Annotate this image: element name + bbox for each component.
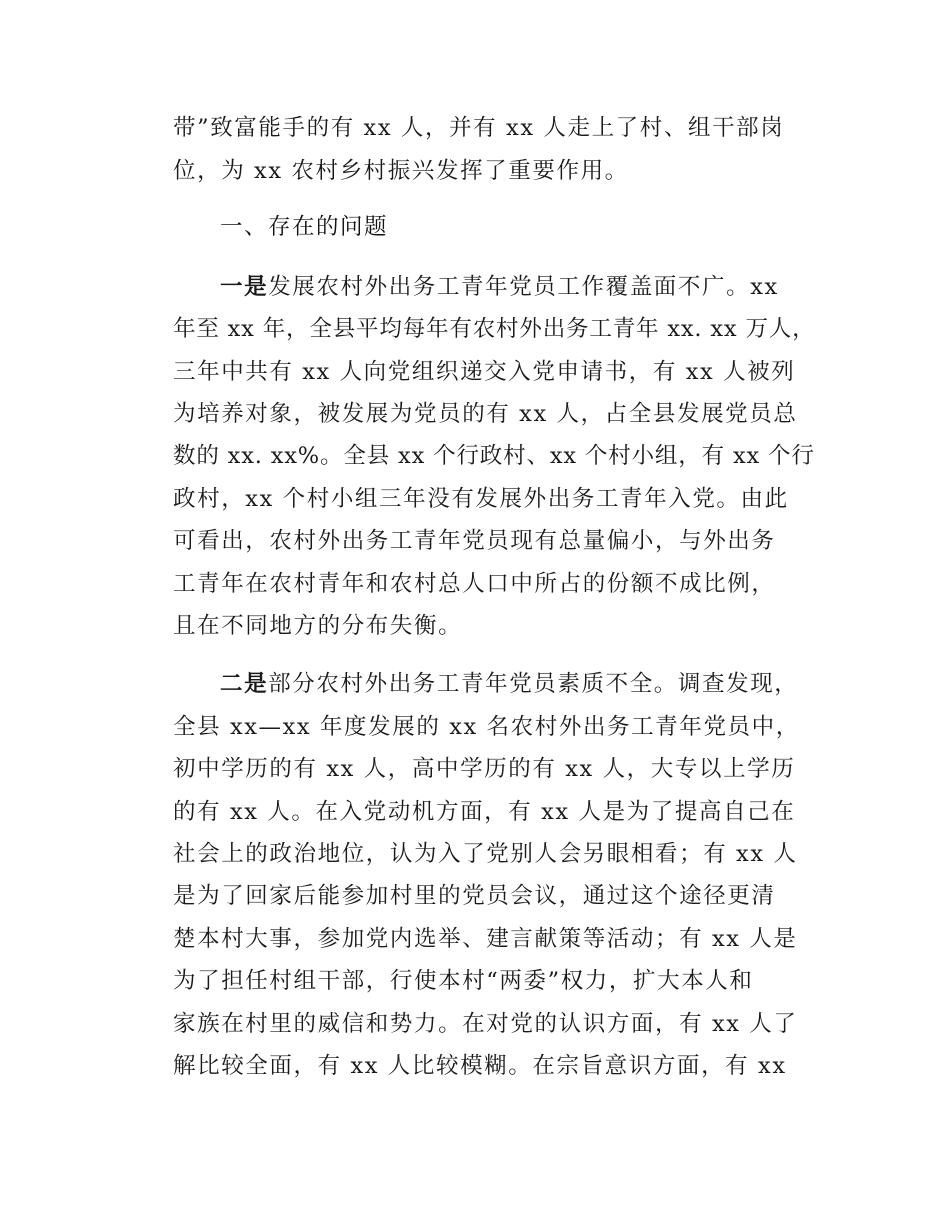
para1-line-5: 数的 xx. xx%。全县 xx 个行政村、xx 个村小组，有 xx 个行: [173, 443, 815, 469]
para2-lead: 二是: [220, 671, 269, 697]
para1-lead: 一是: [220, 274, 269, 300]
section-heading: 一、存在的问题: [220, 214, 389, 240]
para2-line-2: 全县 xx—xx 年度发展的 xx 名农村外出务工青年党员中，: [173, 714, 800, 740]
para2-line-1: [220, 669, 798, 699]
para2-line-4: 的有 xx 人。在入党动机方面，有 xx 人是为了提高自己在: [173, 799, 796, 825]
para2-line-10: 解比较全面，有 xx 人比较模糊。在宗旨意识方面，有 xx: [173, 1053, 787, 1079]
para2-line-9: 家族在村里的威信和势力。在对党的认识方面，有 xx 人了: [173, 1011, 798, 1037]
para1-line-3: 三年中共有 xx 人向党组织递交入党申请书，有 xx 人被列: [173, 359, 796, 385]
para1-line-9: 且在不同地方的分布失衡。: [173, 613, 463, 639]
para1-line-8: 工青年在农村青年和农村总人口中所占的份额不成比例，: [173, 571, 776, 597]
para2-line-6: 是为了回家后能参加村里的党员会议，通过这个途径更清: [173, 883, 776, 909]
para2-line-8: 为了担任村组干部，行使本村“两委”权力，扩大本人和: [173, 968, 754, 994]
para2-line-3: 初中学历的有 xx 人，高中学历的有 xx 人，大专以上学历: [173, 756, 796, 782]
para1-line-1-text: 发展农村外出务工青年党员工作覆盖面不广。xx: [268, 274, 779, 300]
para2-line-5: 社会上的政治地位，认为入了党别人会另眼相看；有 xx 人: [173, 841, 798, 867]
intro-line-1: 带”致富能手的有 xx 人，并有 xx 人走上了村、组干部岗: [173, 115, 785, 141]
para1-line-7: 可看出，农村外出务工青年党员现有总量偏小，与外出务: [173, 528, 776, 554]
para1-line-1: [220, 272, 779, 302]
para2-line-7: 楚本村大事，参加党内选举、建言献策等活动；有 xx 人是: [173, 926, 798, 952]
para1-line-2: 年至 xx 年，全县平均每年有农村外出务工青年 xx. xx 万人，: [173, 316, 816, 342]
para1-line-6: 政村，xx 个村小组三年没有发展外出务工青年入党。由此: [173, 486, 789, 512]
para2-line-1-text: 部分农村外出务工青年党员素质不全。调查发现，: [268, 671, 799, 697]
para1-line-4: 为培养对象，被发展为党员的有 xx 人，占全县发展党员总: [173, 401, 798, 427]
intro-line-2: 位，为 xx 农村乡村振兴发挥了重要作用。: [173, 158, 629, 184]
